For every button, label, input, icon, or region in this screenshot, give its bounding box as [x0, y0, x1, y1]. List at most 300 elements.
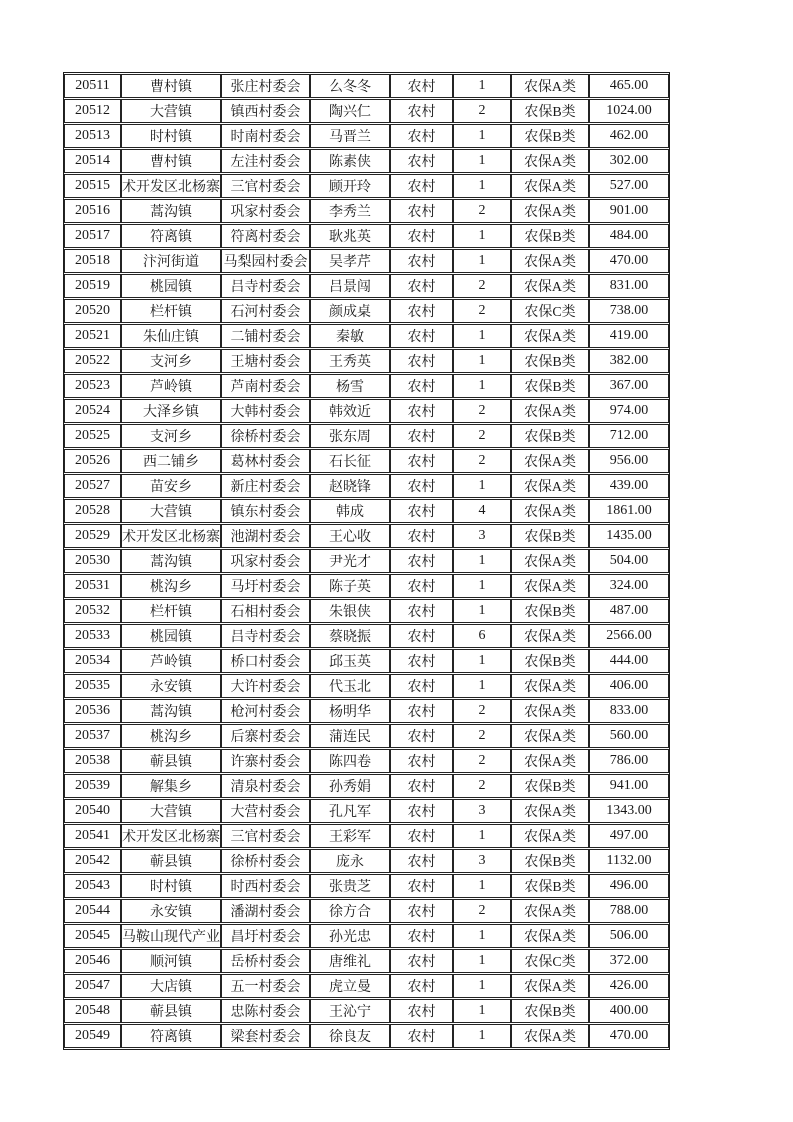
- person-count-cell: 1: [453, 474, 511, 498]
- person-count-cell: 1: [453, 324, 511, 348]
- town-cell: 汴河街道: [121, 249, 221, 273]
- residence-type-cell: 农村: [390, 249, 453, 273]
- town-cell: 蒿沟镇: [121, 699, 221, 723]
- table-row: [64, 74, 669, 98]
- residence-type-cell: 农村: [390, 899, 453, 923]
- person-name-cell: 邱玉英: [310, 649, 390, 673]
- village-committee-cell: 石相村委会: [221, 599, 310, 623]
- table-row: [64, 649, 669, 673]
- amount-cell: 302.00: [589, 149, 669, 173]
- data-table: [63, 72, 670, 1050]
- table-row: [64, 324, 669, 348]
- insurance-category-cell: 农保A类: [511, 824, 589, 848]
- person-count-cell: 6: [453, 624, 511, 648]
- person-count-cell: 2: [453, 774, 511, 798]
- insurance-category-cell: 农保A类: [511, 1024, 589, 1048]
- person-name-cell: 秦敏: [310, 324, 390, 348]
- village-committee-cell: 符离村委会: [221, 224, 310, 248]
- amount-cell: 941.00: [589, 774, 669, 798]
- amount-cell: 470.00: [589, 1024, 669, 1048]
- table-row: [64, 374, 669, 398]
- table-row: [64, 899, 669, 923]
- record-id-cell: 20549: [64, 1024, 121, 1048]
- residence-type-cell: 农村: [390, 349, 453, 373]
- record-id-cell: 20544: [64, 899, 121, 923]
- residence-type-cell: 农村: [390, 449, 453, 473]
- insurance-category-cell: 农保A类: [511, 249, 589, 273]
- record-id-cell: 20532: [64, 599, 121, 623]
- insurance-category-cell: 农保A类: [511, 399, 589, 423]
- person-name-cell: 石长征: [310, 449, 390, 473]
- insurance-category-cell: 农保A类: [511, 574, 589, 598]
- person-count-cell: 1: [453, 1024, 511, 1048]
- village-committee-cell: 张庄村委会: [221, 74, 310, 98]
- insurance-category-cell: 农保B类: [511, 349, 589, 373]
- person-name-cell: 王心收: [310, 524, 390, 548]
- table-row: [64, 174, 669, 198]
- insurance-category-cell: 农保B类: [511, 124, 589, 148]
- table-row: [64, 674, 669, 698]
- village-committee-cell: 巩家村委会: [221, 549, 310, 573]
- residence-type-cell: 农村: [390, 274, 453, 298]
- record-id-cell: 20517: [64, 224, 121, 248]
- table-row: [64, 99, 669, 123]
- amount-cell: 527.00: [589, 174, 669, 198]
- person-count-cell: 1: [453, 674, 511, 698]
- table-row: [64, 199, 669, 223]
- village-committee-cell: 王塘村委会: [221, 349, 310, 373]
- record-id-cell: 20545: [64, 924, 121, 948]
- town-cell: 解集乡: [121, 774, 221, 798]
- town-cell: 符离镇: [121, 1024, 221, 1048]
- record-id-cell: 20522: [64, 349, 121, 373]
- town-cell: 曹村镇: [121, 149, 221, 173]
- person-count-cell: 2: [453, 299, 511, 323]
- village-committee-cell: 石河村委会: [221, 299, 310, 323]
- amount-cell: 497.00: [589, 824, 669, 848]
- table-row: [64, 124, 669, 148]
- residence-type-cell: 农村: [390, 699, 453, 723]
- residence-type-cell: 农村: [390, 574, 453, 598]
- village-committee-cell: 葛林村委会: [221, 449, 310, 473]
- town-cell: 蒿沟镇: [121, 199, 221, 223]
- town-cell: 苗安乡: [121, 474, 221, 498]
- insurance-category-cell: 农保A类: [511, 274, 589, 298]
- record-id-cell: 20514: [64, 149, 121, 173]
- village-committee-cell: 时西村委会: [221, 874, 310, 898]
- town-cell: 顺河镇: [121, 949, 221, 973]
- person-count-cell: 2: [453, 699, 511, 723]
- village-committee-cell: 清泉村委会: [221, 774, 310, 798]
- person-name-cell: 陈素侠: [310, 149, 390, 173]
- town-cell: 蕲县镇: [121, 749, 221, 773]
- table-row: [64, 924, 669, 948]
- table-row: [64, 249, 669, 273]
- residence-type-cell: 农村: [390, 599, 453, 623]
- insurance-category-cell: 农保A类: [511, 899, 589, 923]
- person-name-cell: 王秀英: [310, 349, 390, 373]
- residence-type-cell: 农村: [390, 149, 453, 173]
- residence-type-cell: 农村: [390, 424, 453, 448]
- insurance-category-cell: 农保A类: [511, 149, 589, 173]
- person-name-cell: 李秀兰: [310, 199, 390, 223]
- town-cell: 大店镇: [121, 974, 221, 998]
- record-id-cell: 20534: [64, 649, 121, 673]
- insurance-category-cell: 农保B类: [511, 524, 589, 548]
- person-name-cell: 张贵芝: [310, 874, 390, 898]
- record-id-cell: 20547: [64, 974, 121, 998]
- village-committee-cell: 桥口村委会: [221, 649, 310, 673]
- village-committee-cell: 时南村委会: [221, 124, 310, 148]
- insurance-category-cell: 农保C类: [511, 949, 589, 973]
- residence-type-cell: 农村: [390, 374, 453, 398]
- record-id-cell: 20541: [64, 824, 121, 848]
- town-cell: 西二铺乡: [121, 449, 221, 473]
- person-count-cell: 3: [453, 524, 511, 548]
- town-cell: 永安镇: [121, 899, 221, 923]
- residence-type-cell: 农村: [390, 299, 453, 323]
- amount-cell: 382.00: [589, 349, 669, 373]
- table-row: [64, 774, 669, 798]
- record-id-cell: 20530: [64, 549, 121, 573]
- residence-type-cell: 农村: [390, 1024, 453, 1048]
- person-name-cell: 王彩军: [310, 824, 390, 848]
- town-cell: 术开发区北杨寨: [121, 174, 221, 198]
- table-row: [64, 974, 669, 998]
- person-count-cell: 2: [453, 749, 511, 773]
- town-cell: 术开发区北杨寨: [121, 824, 221, 848]
- insurance-category-cell: 农保A类: [511, 199, 589, 223]
- residence-type-cell: 农村: [390, 874, 453, 898]
- person-name-cell: 吴孝芹: [310, 249, 390, 273]
- residence-type-cell: 农村: [390, 674, 453, 698]
- table-row: [64, 499, 669, 523]
- village-committee-cell: 许寨村委会: [221, 749, 310, 773]
- insurance-category-cell: 农保B类: [511, 374, 589, 398]
- person-name-cell: 尹光才: [310, 549, 390, 573]
- person-name-cell: 杨雪: [310, 374, 390, 398]
- person-name-cell: 唐维礼: [310, 949, 390, 973]
- town-cell: 蕲县镇: [121, 849, 221, 873]
- insurance-category-cell: 农保A类: [511, 624, 589, 648]
- amount-cell: 496.00: [589, 874, 669, 898]
- insurance-category-cell: 农保A类: [511, 474, 589, 498]
- record-id-cell: 20539: [64, 774, 121, 798]
- person-name-cell: 陈四卷: [310, 749, 390, 773]
- person-name-cell: 吕景闯: [310, 274, 390, 298]
- person-count-cell: 1: [453, 224, 511, 248]
- residence-type-cell: 农村: [390, 649, 453, 673]
- town-cell: 桃沟乡: [121, 724, 221, 748]
- residence-type-cell: 农村: [390, 724, 453, 748]
- village-committee-cell: 三官村委会: [221, 824, 310, 848]
- person-count-cell: 2: [453, 424, 511, 448]
- town-cell: 永安镇: [121, 674, 221, 698]
- person-count-cell: 1: [453, 124, 511, 148]
- record-id-cell: 20525: [64, 424, 121, 448]
- village-committee-cell: 二铺村委会: [221, 324, 310, 348]
- town-cell: 大泽乡镇: [121, 399, 221, 423]
- amount-cell: 831.00: [589, 274, 669, 298]
- table-row: [64, 224, 669, 248]
- table-row: [64, 799, 669, 823]
- residence-type-cell: 农村: [390, 224, 453, 248]
- person-count-cell: 1: [453, 149, 511, 173]
- insurance-category-cell: 农保B类: [511, 874, 589, 898]
- town-cell: 大营镇: [121, 499, 221, 523]
- person-name-cell: 孙秀娟: [310, 774, 390, 798]
- person-name-cell: 代玉北: [310, 674, 390, 698]
- insurance-category-cell: 农保C类: [511, 299, 589, 323]
- person-count-cell: 1: [453, 999, 511, 1023]
- residence-type-cell: 农村: [390, 999, 453, 1023]
- person-count-cell: 1: [453, 574, 511, 598]
- village-committee-cell: 梁套村委会: [221, 1024, 310, 1048]
- person-count-cell: 1: [453, 824, 511, 848]
- village-committee-cell: 后寨村委会: [221, 724, 310, 748]
- village-committee-cell: 芦南村委会: [221, 374, 310, 398]
- person-count-cell: 1: [453, 874, 511, 898]
- residence-type-cell: 农村: [390, 799, 453, 823]
- amount-cell: 426.00: [589, 974, 669, 998]
- amount-cell: 1343.00: [589, 799, 669, 823]
- insurance-category-cell: 农保A类: [511, 974, 589, 998]
- amount-cell: 786.00: [589, 749, 669, 773]
- town-cell: 大营镇: [121, 99, 221, 123]
- person-count-cell: 1: [453, 649, 511, 673]
- village-committee-cell: 大营村委会: [221, 799, 310, 823]
- record-id-cell: 20537: [64, 724, 121, 748]
- person-name-cell: 陶兴仁: [310, 99, 390, 123]
- record-id-cell: 20529: [64, 524, 121, 548]
- table-row: [64, 349, 669, 373]
- residence-type-cell: 农村: [390, 949, 453, 973]
- amount-cell: 367.00: [589, 374, 669, 398]
- amount-cell: 1435.00: [589, 524, 669, 548]
- person-count-cell: 1: [453, 974, 511, 998]
- table-row: [64, 849, 669, 873]
- record-id-cell: 20521: [64, 324, 121, 348]
- insurance-category-cell: 农保A类: [511, 324, 589, 348]
- residence-type-cell: 农村: [390, 774, 453, 798]
- residence-type-cell: 农村: [390, 974, 453, 998]
- town-cell: 桃园镇: [121, 274, 221, 298]
- record-id-cell: 20513: [64, 124, 121, 148]
- person-count-cell: 1: [453, 549, 511, 573]
- amount-cell: 324.00: [589, 574, 669, 598]
- person-count-cell: 1: [453, 924, 511, 948]
- residence-type-cell: 农村: [390, 824, 453, 848]
- record-id-cell: 20528: [64, 499, 121, 523]
- record-id-cell: 20511: [64, 74, 121, 98]
- record-id-cell: 20520: [64, 299, 121, 323]
- record-id-cell: 20512: [64, 99, 121, 123]
- amount-cell: 444.00: [589, 649, 669, 673]
- record-id-cell: 20523: [64, 374, 121, 398]
- table-row: [64, 449, 669, 473]
- table-row: [64, 424, 669, 448]
- amount-cell: 2566.00: [589, 624, 669, 648]
- village-committee-cell: 昌圩村委会: [221, 924, 310, 948]
- record-id-cell: 20527: [64, 474, 121, 498]
- amount-cell: 419.00: [589, 324, 669, 348]
- person-count-cell: 3: [453, 849, 511, 873]
- person-count-cell: 1: [453, 599, 511, 623]
- insurance-category-cell: 农保A类: [511, 924, 589, 948]
- town-cell: 桃沟乡: [121, 574, 221, 598]
- amount-cell: 400.00: [589, 999, 669, 1023]
- table-row: [64, 999, 669, 1023]
- person-name-cell: 韩成: [310, 499, 390, 523]
- person-name-cell: 马晋兰: [310, 124, 390, 148]
- record-id-cell: 20531: [64, 574, 121, 598]
- table-row: [64, 699, 669, 723]
- village-committee-cell: 徐桥村委会: [221, 424, 310, 448]
- person-count-cell: 4: [453, 499, 511, 523]
- village-committee-cell: 潘湖村委会: [221, 899, 310, 923]
- person-name-cell: 杨明华: [310, 699, 390, 723]
- insurance-category-cell: 农保A类: [511, 549, 589, 573]
- table-row: [64, 574, 669, 598]
- person-count-cell: 2: [453, 899, 511, 923]
- town-cell: 蕲县镇: [121, 999, 221, 1023]
- table-row: [64, 474, 669, 498]
- person-name-cell: 张东周: [310, 424, 390, 448]
- person-count-cell: 2: [453, 724, 511, 748]
- record-id-cell: 20540: [64, 799, 121, 823]
- amount-cell: 504.00: [589, 549, 669, 573]
- insurance-category-cell: 农保A类: [511, 174, 589, 198]
- insurance-category-cell: 农保A类: [511, 499, 589, 523]
- residence-type-cell: 农村: [390, 199, 453, 223]
- amount-cell: 439.00: [589, 474, 669, 498]
- table-row: [64, 1024, 669, 1048]
- residence-type-cell: 农村: [390, 99, 453, 123]
- table-row: [64, 274, 669, 298]
- record-id-cell: 20543: [64, 874, 121, 898]
- amount-cell: 956.00: [589, 449, 669, 473]
- insurance-category-cell: 农保B类: [511, 599, 589, 623]
- person-name-cell: 虎立曼: [310, 974, 390, 998]
- town-cell: 时村镇: [121, 874, 221, 898]
- village-committee-cell: 马梨园村委会: [221, 249, 310, 273]
- record-id-cell: 20526: [64, 449, 121, 473]
- record-id-cell: 20518: [64, 249, 121, 273]
- person-name-cell: 孔凡军: [310, 799, 390, 823]
- table-row: [64, 399, 669, 423]
- village-committee-cell: 徐桥村委会: [221, 849, 310, 873]
- residence-type-cell: 农村: [390, 524, 453, 548]
- record-id-cell: 20516: [64, 199, 121, 223]
- person-name-cell: 颜成桌: [310, 299, 390, 323]
- town-cell: 栏杆镇: [121, 599, 221, 623]
- table-row: [64, 299, 669, 323]
- person-count-cell: 2: [453, 199, 511, 223]
- amount-cell: 465.00: [589, 74, 669, 98]
- residence-type-cell: 农村: [390, 849, 453, 873]
- table-row: [64, 599, 669, 623]
- town-cell: 芦岭镇: [121, 649, 221, 673]
- town-cell: 马鞍山现代产业: [121, 924, 221, 948]
- record-id-cell: 20535: [64, 674, 121, 698]
- record-id-cell: 20533: [64, 624, 121, 648]
- person-name-cell: 韩效近: [310, 399, 390, 423]
- residence-type-cell: 农村: [390, 549, 453, 573]
- insurance-category-cell: 农保A类: [511, 674, 589, 698]
- village-committee-cell: 吕寺村委会: [221, 274, 310, 298]
- insurance-category-cell: 农保B类: [511, 224, 589, 248]
- insurance-category-cell: 农保A类: [511, 799, 589, 823]
- town-cell: 支河乡: [121, 424, 221, 448]
- person-name-cell: 陈子英: [310, 574, 390, 598]
- village-committee-cell: 大许村委会: [221, 674, 310, 698]
- amount-cell: 487.00: [589, 599, 669, 623]
- person-name-cell: 蔡晓振: [310, 624, 390, 648]
- amount-cell: 406.00: [589, 674, 669, 698]
- person-count-cell: 1: [453, 174, 511, 198]
- residence-type-cell: 农村: [390, 474, 453, 498]
- table-row: [64, 549, 669, 573]
- town-cell: 曹村镇: [121, 74, 221, 98]
- town-cell: 栏杆镇: [121, 299, 221, 323]
- insurance-category-cell: 农保A类: [511, 74, 589, 98]
- person-count-cell: 2: [453, 274, 511, 298]
- insurance-category-cell: 农保A类: [511, 724, 589, 748]
- person-name-cell: 蒲连民: [310, 724, 390, 748]
- amount-cell: 833.00: [589, 699, 669, 723]
- insurance-category-cell: 农保B类: [511, 774, 589, 798]
- person-name-cell: 庞永: [310, 849, 390, 873]
- village-committee-cell: 左洼村委会: [221, 149, 310, 173]
- village-committee-cell: 三官村委会: [221, 174, 310, 198]
- village-committee-cell: 马圩村委会: [221, 574, 310, 598]
- person-name-cell: 王沁宁: [310, 999, 390, 1023]
- insurance-category-cell: 农保B类: [511, 99, 589, 123]
- insurance-category-cell: 农保B类: [511, 849, 589, 873]
- table-row: [64, 624, 669, 648]
- table-row: [64, 524, 669, 548]
- amount-cell: 484.00: [589, 224, 669, 248]
- town-cell: 时村镇: [121, 124, 221, 148]
- village-committee-cell: 吕寺村委会: [221, 624, 310, 648]
- amount-cell: 1861.00: [589, 499, 669, 523]
- village-committee-cell: 枪河村委会: [221, 699, 310, 723]
- person-count-cell: 1: [453, 949, 511, 973]
- person-name-cell: 耿兆英: [310, 224, 390, 248]
- village-committee-cell: 镇东村委会: [221, 499, 310, 523]
- amount-cell: 1132.00: [589, 849, 669, 873]
- table-row: [64, 824, 669, 848]
- table-row: [64, 749, 669, 773]
- person-name-cell: 徐良友: [310, 1024, 390, 1048]
- person-name-cell: 顾开玲: [310, 174, 390, 198]
- village-committee-cell: 镇西村委会: [221, 99, 310, 123]
- record-id-cell: 20536: [64, 699, 121, 723]
- table-row: [64, 724, 669, 748]
- amount-cell: 470.00: [589, 249, 669, 273]
- person-count-cell: 1: [453, 249, 511, 273]
- amount-cell: 901.00: [589, 199, 669, 223]
- insurance-category-cell: 农保A类: [511, 449, 589, 473]
- town-cell: 符离镇: [121, 224, 221, 248]
- person-count-cell: 1: [453, 74, 511, 98]
- residence-type-cell: 农村: [390, 924, 453, 948]
- amount-cell: 1024.00: [589, 99, 669, 123]
- amount-cell: 738.00: [589, 299, 669, 323]
- town-cell: 芦岭镇: [121, 374, 221, 398]
- insurance-category-cell: 农保B类: [511, 999, 589, 1023]
- record-id-cell: 20515: [64, 174, 121, 198]
